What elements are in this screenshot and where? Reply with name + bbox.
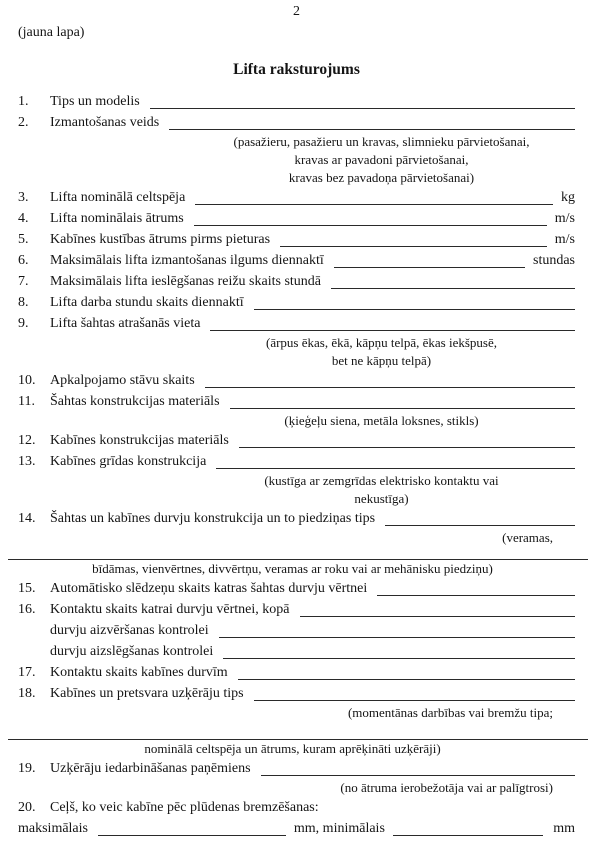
form-item-11 bbox=[18, 391, 575, 412]
item-label: Lifta darba stundu skaits diennaktī bbox=[50, 295, 244, 310]
form-item-18 bbox=[18, 683, 575, 704]
measure-unit: mm bbox=[553, 821, 575, 836]
item-label: Kontaktu skaits kabīnes durvīm bbox=[50, 665, 228, 680]
blank-field bbox=[300, 616, 576, 617]
item-label: durvju aizvēršanas kontrolei bbox=[50, 623, 209, 638]
item-number: 4. bbox=[18, 211, 29, 226]
spacer bbox=[18, 547, 575, 559]
blank-field bbox=[239, 447, 575, 448]
form-item-15 bbox=[18, 578, 575, 599]
item-label: Tips un modelis bbox=[50, 94, 140, 109]
item-label: Maksimālais lifta izmantošanas ilgums diennaktī bbox=[50, 253, 324, 268]
item-number: 10. bbox=[18, 373, 36, 388]
form-item-16 bbox=[18, 599, 575, 620]
blank-field bbox=[216, 468, 575, 469]
help-text: kravas ar pavadoni pārvietošanai, bbox=[294, 152, 469, 167]
help-text: (no ātruma ierobežotāja vai ar palīgtrosi) bbox=[340, 780, 553, 795]
blank-field bbox=[334, 267, 525, 268]
blank-field bbox=[194, 225, 547, 226]
form-item-19 bbox=[18, 758, 575, 779]
help-text: (ķieģeļu siena, metāla loksnes, stikls) bbox=[284, 413, 479, 428]
blank-field bbox=[230, 408, 575, 409]
form-item-12 bbox=[18, 430, 575, 451]
help-text: bīdāmas, vienvērtnes, divvērtņu, veramas ar roku vai ar mehānisku piedziņu) bbox=[92, 561, 493, 576]
item-number: 7. bbox=[18, 274, 29, 289]
item-label: Kabīnes grīdas konstrukcija bbox=[50, 454, 207, 469]
item-label: Maksimālais lifta ieslēgšanas reižu skaits stundā bbox=[50, 274, 321, 289]
help-text: (momentānas darbības vai bremžu tipa; bbox=[347, 705, 553, 720]
item-number: 2. bbox=[18, 115, 29, 130]
form-item-2 bbox=[18, 112, 575, 133]
item-label: Kabīnes un pretsvara uzķērāju tips bbox=[50, 686, 244, 701]
blank-field bbox=[254, 309, 575, 310]
blank-field bbox=[210, 330, 575, 331]
help-text: (pasažieru, pasažieru un kravas, slimnieku pārvietošanai, bbox=[233, 134, 530, 149]
new-page-annotation: (jauna lapa) bbox=[18, 25, 85, 40]
help-text: (veramas, bbox=[502, 530, 553, 545]
blank-field bbox=[150, 108, 575, 109]
item-number: 3. bbox=[18, 190, 29, 205]
help-text: nominālā celtspēja un ātrums, kuram aprēķināti uzķērāji) bbox=[144, 741, 441, 756]
item-label: Ceļš, ko veic kabīne pēc plūdenas bremzēšanas: bbox=[50, 800, 319, 815]
form-subitem bbox=[18, 641, 575, 662]
form-item-6 bbox=[18, 250, 575, 271]
item-number: 20. bbox=[18, 800, 36, 815]
form-item-5 bbox=[18, 229, 575, 250]
item-label: Kabīnes kustības ātrums pirms pieturas bbox=[50, 232, 271, 247]
form-title: Lifta raksturojums bbox=[233, 61, 360, 78]
item-number: 14. bbox=[18, 511, 36, 526]
measure-label-max: maksimālais bbox=[18, 821, 88, 836]
item-label: Lifta šahtas atrašanās vieta bbox=[50, 316, 201, 331]
help-text: (ārpus ēkas, ēkā, kāpņu telpā, ēkas iekšpusē, bbox=[265, 335, 498, 350]
blank-field bbox=[385, 525, 575, 526]
unit-label: stundas bbox=[533, 253, 575, 268]
item-label: Kontaktu skaits katrai durvju vērtnei, kopā bbox=[50, 602, 290, 617]
item-label: Apkalpojamo stāvu skaits bbox=[50, 373, 195, 388]
blank-field bbox=[238, 679, 575, 680]
form-item-20 bbox=[18, 797, 575, 818]
help-text: bet ne kāpņu telpā) bbox=[331, 353, 432, 368]
page-number: 2 bbox=[293, 4, 300, 19]
item-label: Kabīnes konstrukcijas materiāls bbox=[50, 433, 229, 448]
blank-field-min bbox=[393, 835, 543, 836]
help-text: kravas bez pavadoņa pārvietošanai) bbox=[288, 170, 475, 185]
item-number: 18. bbox=[18, 686, 36, 701]
item-number: 12. bbox=[18, 433, 36, 448]
item-number: 15. bbox=[18, 581, 36, 596]
form-subitem bbox=[18, 620, 575, 641]
item-label: Šahtas konstrukcijas materiāls bbox=[50, 394, 220, 409]
unit-label: kg bbox=[561, 190, 575, 205]
blank-field bbox=[205, 387, 575, 388]
item-number: 17. bbox=[18, 665, 36, 680]
help-text: nekustīga) bbox=[354, 491, 409, 506]
unit-label: m/s bbox=[554, 211, 575, 226]
blank-field bbox=[195, 204, 553, 205]
item-number: 16. bbox=[18, 602, 36, 617]
item-number: 5. bbox=[18, 232, 29, 247]
unit-label: m/s bbox=[554, 232, 575, 247]
measure-label-min: mm, minimālais bbox=[293, 821, 385, 836]
item-number: 19. bbox=[18, 761, 36, 776]
blank-field-max bbox=[98, 835, 286, 836]
measure-row bbox=[18, 818, 575, 839]
item-label: Izmantošanas veids bbox=[50, 115, 160, 130]
item-label: Lifta nominālā celtspēja bbox=[50, 190, 186, 205]
form-body bbox=[18, 80, 575, 839]
form-item-14 bbox=[18, 508, 575, 529]
form-item-10 bbox=[18, 370, 575, 391]
item-label: durvju aizslēgšanas kontrolei bbox=[50, 644, 214, 659]
form-item-1 bbox=[18, 91, 575, 112]
item-label: Lifta nominālais ātrums bbox=[50, 211, 184, 226]
blank-field bbox=[261, 775, 575, 776]
blank-field bbox=[169, 129, 575, 130]
help-text: (kustīga ar zemgrīdas elektrisko kontaktu vai bbox=[264, 473, 499, 488]
form-item-4 bbox=[18, 208, 575, 229]
form-item-7 bbox=[18, 271, 575, 292]
item-number: 11. bbox=[18, 394, 35, 409]
form-item-8 bbox=[18, 292, 575, 313]
form-item-17 bbox=[18, 662, 575, 683]
blank-field bbox=[280, 246, 547, 247]
item-number: 13. bbox=[18, 454, 36, 469]
blank-field bbox=[377, 595, 575, 596]
item-number: 6. bbox=[18, 253, 29, 268]
blank-field bbox=[331, 288, 575, 289]
item-label: Šahtas un kabīnes durvju konstrukcija un to piedziņas tips bbox=[50, 511, 376, 526]
item-number: 1. bbox=[18, 94, 29, 109]
blank-field bbox=[254, 700, 575, 701]
item-label: Uzķērāju iedarbināšanas paņēmiens bbox=[50, 761, 251, 776]
blank-field bbox=[219, 637, 575, 638]
form-item-9 bbox=[18, 313, 575, 334]
form-item-3 bbox=[18, 187, 575, 208]
item-label: Automātisko slēdzeņu skaits katras šahtas durvju vērtnei bbox=[50, 581, 368, 596]
item-number: 9. bbox=[18, 316, 29, 331]
spacer bbox=[18, 722, 575, 739]
form-item-13 bbox=[18, 451, 575, 472]
item-number: 8. bbox=[18, 295, 29, 310]
blank-field bbox=[223, 658, 575, 659]
